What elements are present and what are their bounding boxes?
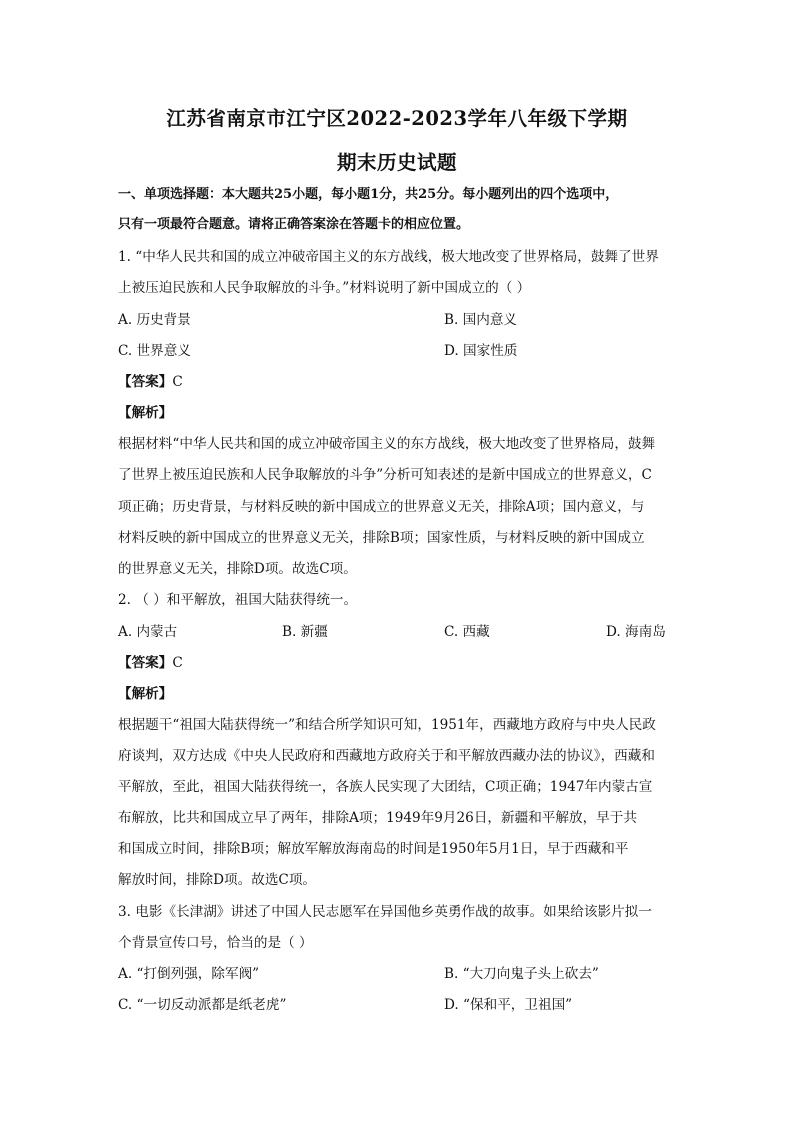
section-instruction-line-1: 一、单项选择题：本大题共25小题，每小题1分，共25分。每小题列出的四个选项中， [118, 187, 619, 202]
question-1-stem-line-2: 上被压迫民族和人民争取解放的斗争。”材料说明了新中国成立的（ ） [118, 280, 531, 296]
question-1-analysis-line-4: 材料反映的新中国成立的世界意义无关，排除B项；国家性质，与材料反映的新中国成立 [118, 530, 645, 546]
question-2-analysis-line-3: 平解放，至此，祖国大陆获得统一，各族人民实现了大团结，C项正确；1947年内蒙古宣 [118, 779, 653, 795]
question-2-option-c: C. 西藏 [444, 624, 490, 640]
question-2-analysis-line-4: 布解放，比共和国成立早了两年，排除A项；1949年9月26日，新疆和平解放，早于共 [118, 810, 637, 826]
question-2-analysis-line-6: 解放时间，排除D项。故选C项。 [118, 872, 317, 888]
question-2-option-b: B. 新疆 [282, 624, 328, 640]
question-2-analysis-line-5: 和国成立时间，排除B项；解放军解放海南岛的时间是1950年5月1日，早于西藏和平 [118, 841, 629, 857]
question-3-option-d: D. “保和平，卫祖国” [444, 997, 573, 1013]
question-1-stem-line-1: 1. “中华人民共和国的成立冲破帝国主义的东方战线，极大地改变了世界格局，鼓舞了世界 [118, 249, 659, 265]
answer-label: 【答案】 [118, 374, 173, 390]
question-1-analysis-line-3: 项正确；历史背景，与材料反映的新中国成立的世界意义无关，排除A项；国内意义，与 [118, 499, 645, 515]
answer-value: C [172, 655, 183, 671]
question-3-option-c: C. “一切反动派都是纸老虎” [118, 997, 287, 1013]
question-1-analysis-line-1: 根据材料“中华人民共和国的成立冲破帝国主义的东方战线，极大地改变了世界格局，鼓舞 [118, 436, 656, 452]
question-2-analysis-label: 【解析】 [118, 686, 173, 702]
question-2-stem: 2. （ ）和平解放，祖国大陆获得统一。 [118, 592, 358, 608]
question-1-analysis-line-5: 的世界意义无关，排除D项。故选C项。 [118, 561, 357, 577]
question-3-option-a: A. “打倒列强，除军阀” [118, 966, 260, 982]
page-title: 江苏省南京市江宁区2022-2023学年八年级下学期 [166, 107, 628, 130]
question-2-option-d: D. 海南岛 [606, 624, 666, 640]
question-1-option-b: B. 国内意义 [444, 312, 518, 328]
question-3-option-b: B. “大刀向鬼子头上砍去” [444, 966, 599, 982]
question-2-analysis-line-2: 府谈判，双方达成《中央人民政府和西藏地方政府关于和平解放西藏办法的协议》，西藏和 [118, 748, 655, 764]
question-1-option-a: A. 历史背景 [118, 312, 191, 328]
question-2-option-a: A. 内蒙古 [118, 624, 178, 640]
section-instruction-line-2: 只有一项最符合题意。请将正确答案涂在答题卡的相应位置。 [118, 217, 470, 232]
question-1-analysis-label: 【解析】 [118, 405, 173, 421]
answer-label: 【答案】 [118, 655, 173, 671]
question-1-answer [118, 373, 678, 391]
question-1-option-c: C. 世界意义 [118, 343, 191, 359]
question-1-analysis-line-2: 了世界上被压迫民族和人民争取解放的斗争”分析可知表述的是新中国成立的世界意义，C [118, 467, 652, 483]
page-subtitle: 期末历史试题 [336, 151, 457, 174]
answer-value: C [172, 374, 183, 390]
question-1-option-d: D. 国家性质 [444, 343, 518, 359]
question-2-answer [118, 654, 678, 672]
question-3-stem-line-1: 3. 电影《长津湖》讲述了中国人民志愿军在异国他乡英勇作战的故事。如果给该影片拟一 [118, 904, 652, 920]
question-3-stem-line-2: 个背景宣传口号，恰当的是（ ） [118, 935, 313, 951]
question-2-analysis-line-1: 根据题干“祖国大陆获得统一”和结合所学知识可知，1951年，西藏地方政府与中央人民政 [118, 717, 656, 733]
